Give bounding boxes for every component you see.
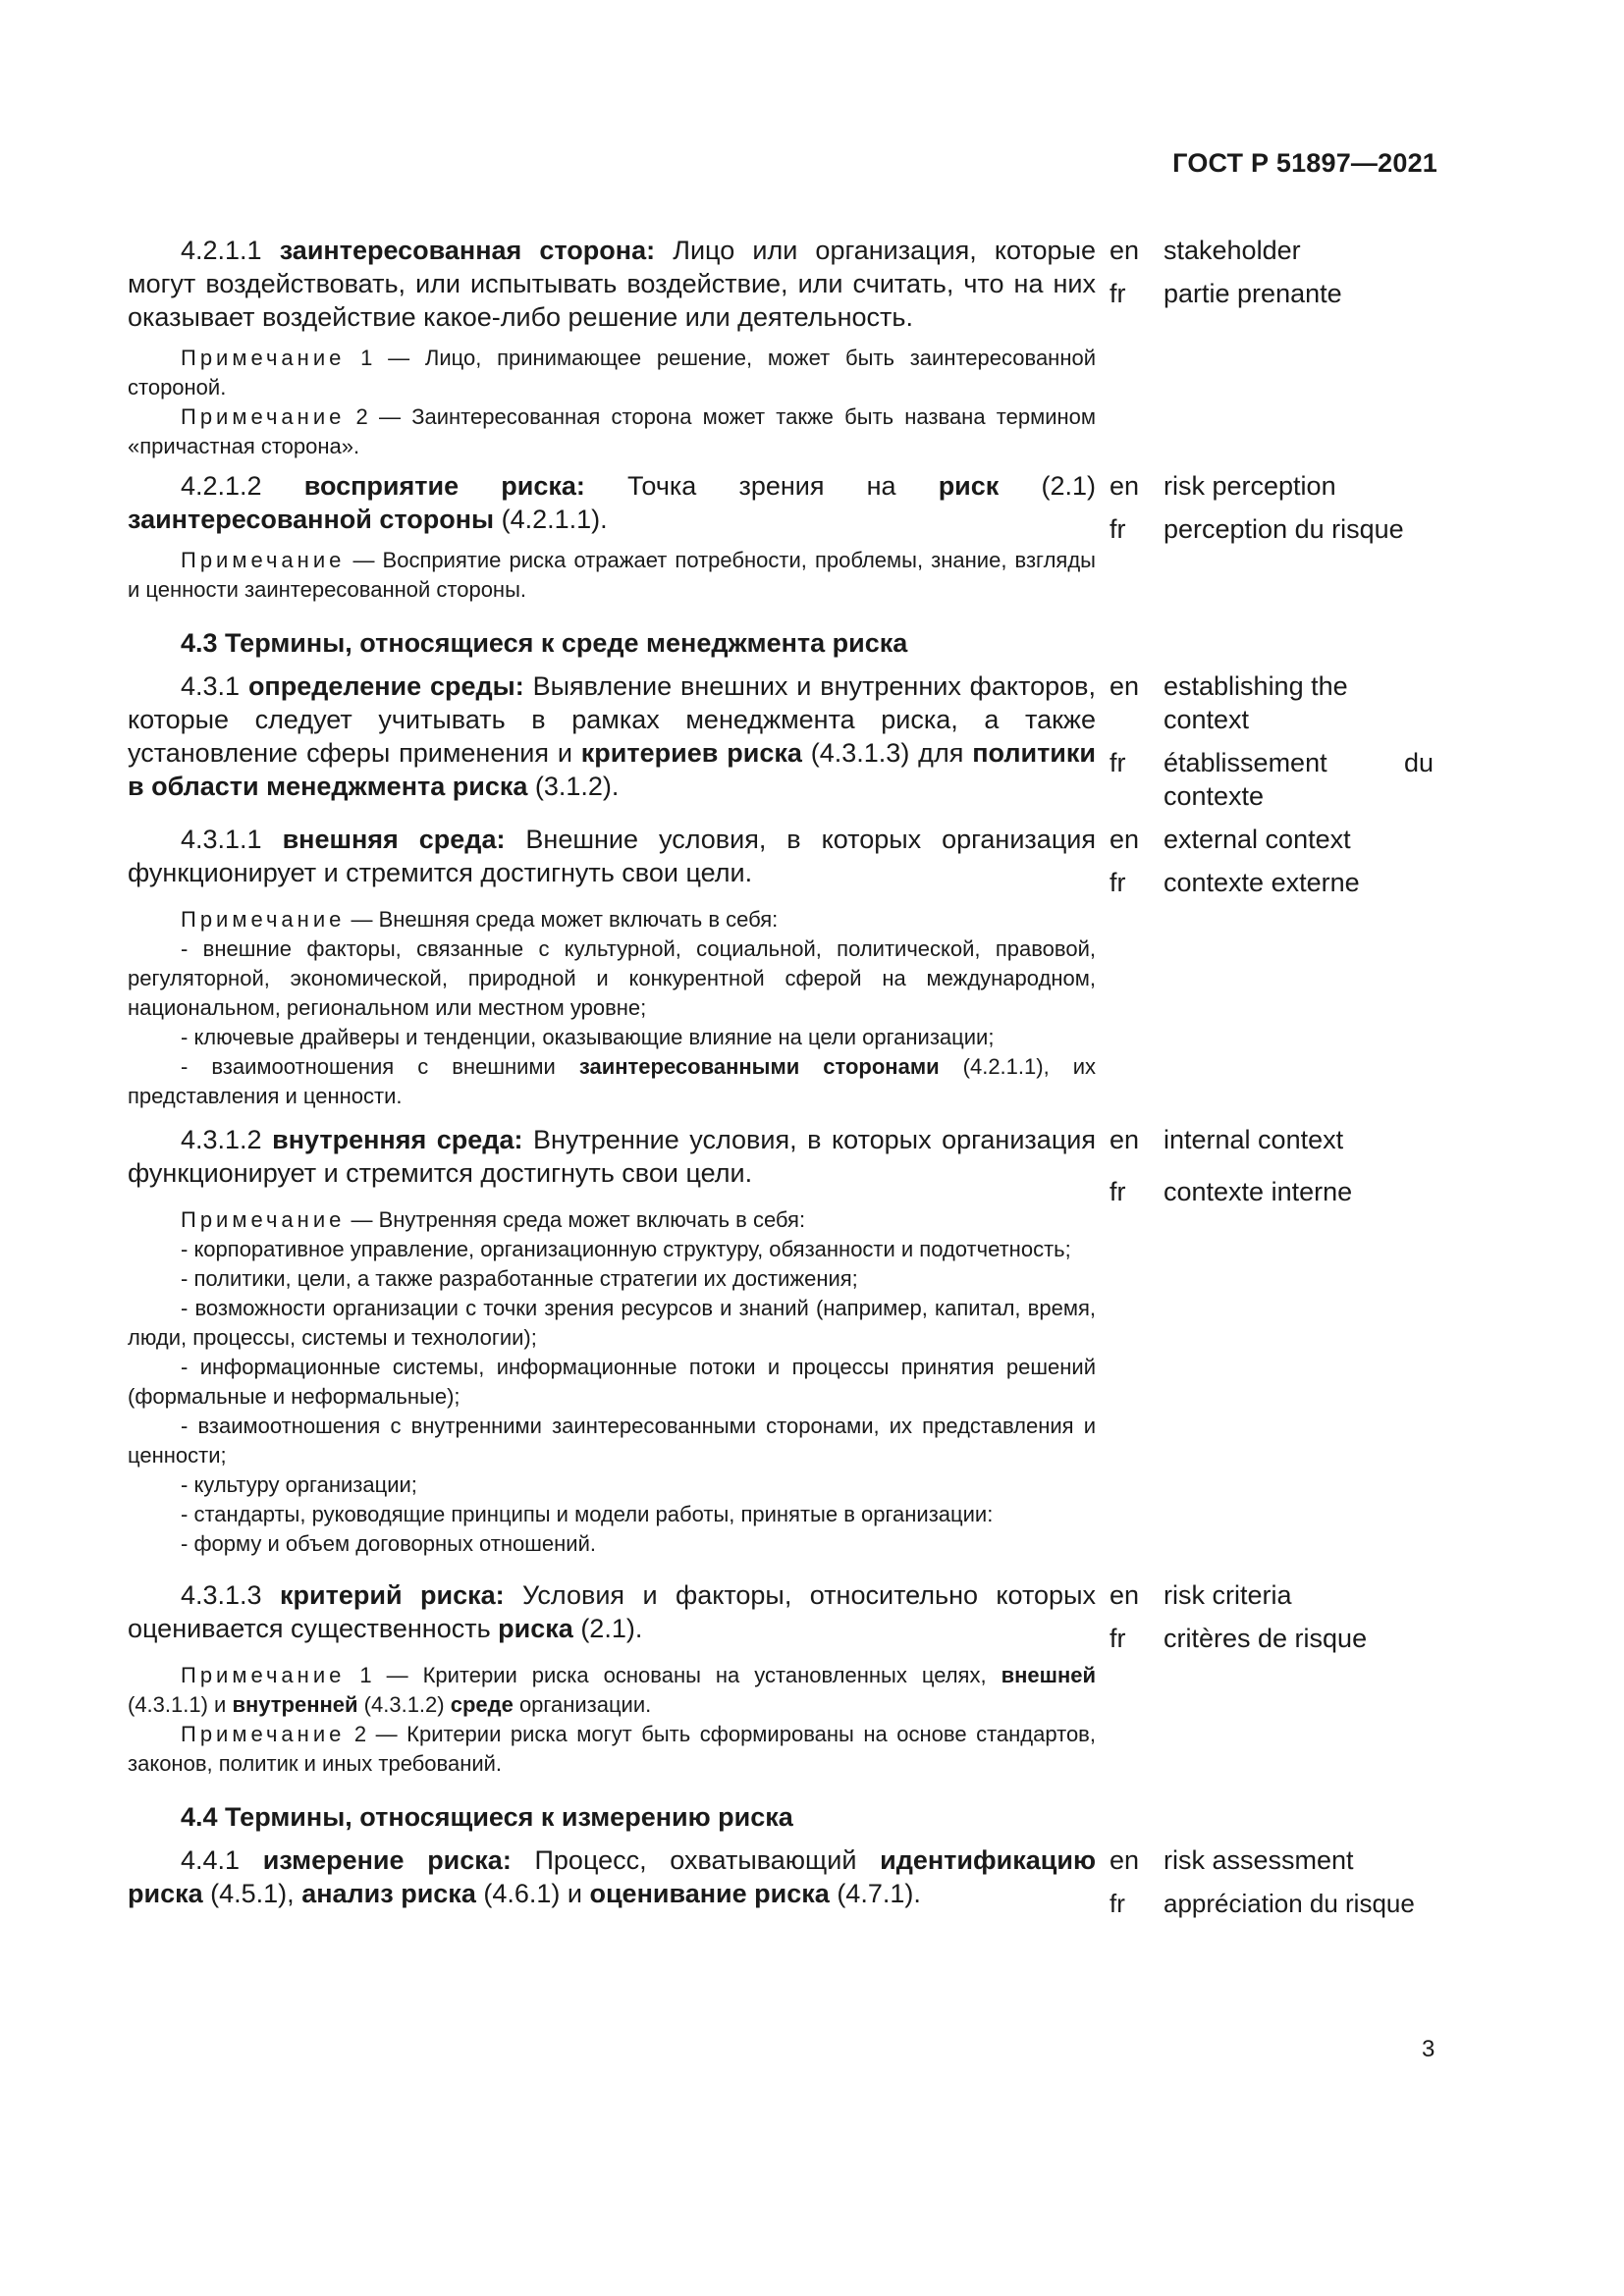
term-entry-4-3-1-2: [128, 1123, 1434, 1559]
french-equivalent: fr établissement du contexte: [1110, 748, 1434, 811]
english-equivalent: en establishing the context: [1110, 671, 1348, 734]
note-2: Примечание 2 — Заинтересованная сторона может также быть названа термином «причастная сторона».: [128, 404, 1096, 458]
page-number: 3: [1422, 2036, 1435, 2062]
english-equivalent: en stakeholder: [1110, 236, 1301, 265]
term-entry-4-3-1-1: [128, 823, 1434, 1111]
list-item: - политики, цели, а также разработанные стратегии их достижения;: [181, 1266, 858, 1291]
note: Примечание — Восприятие риска отражает потребности, проблемы, знание, взгляды и ценности заинтересованной стороны.: [128, 548, 1096, 602]
term-entry-4-3-1: [128, 669, 1434, 813]
definition-paragraph: 4.2.1.1 заинтересованная сторона: Лицо или организация, которые могут воздействовать, или испытывать воздействие, или считать, что на них оказывает воздействие какое-либо решение или деятельность.: [128, 236, 1096, 332]
definition-paragraph: 4.3.1 определение среды: Выявление внешних и внутренних факторов, которые следует учитывать в рамках менеджмента риска, а также установление сферы применения и критериев риска (4.3.1.3) для политики в области менеджмента риска (3.1.2).: [128, 671, 1097, 801]
definition-paragraph: 4.2.1.2 восприятие риска: Точка зрения на риск (2.1) заинтересованной стороны (4.2.1.1).: [128, 471, 1096, 534]
term-name: восприятие риска:: [303, 471, 585, 501]
section-4-3: [128, 626, 1434, 660]
list-item: - корпоративное управление, организационную структуру, обязанности и подотчетность;: [181, 1237, 1071, 1261]
document-code: ГОСТ Р 51897—2021: [1172, 148, 1437, 178]
list-item: - форму и объем договорных отношений.: [181, 1531, 596, 1556]
section-heading: 4.3 Термины, относящиеся к среде менеджмента риска: [181, 628, 908, 658]
french-equivalent: fr partie prenante: [1110, 279, 1342, 308]
note-list: [128, 1235, 1096, 1559]
english-equivalent: en risk perception: [1110, 471, 1336, 501]
french-equivalent: fr contexte externe: [1110, 868, 1360, 897]
list-item: - внешние факторы, связанные с культурной, социальной, политической, правовой, регуляторной, экономической, природной и конкурентной сферой на международном, национальном, региональном или местном уровне;: [128, 936, 1096, 1020]
section-heading: 4.4 Термины, относящиеся к измерению риска: [181, 1802, 793, 1832]
term-entry-4-2-1-1: [128, 234, 1434, 461]
note: Примечание — Внешняя среда может включать в себя:: [181, 907, 779, 932]
definition-paragraph: 4.3.1.2 внутренняя среда: Внутренние условия, в которых организация функционирует и стремится достигнуть свои цели.: [128, 1125, 1096, 1188]
term-translations: [1110, 1843, 1434, 1920]
note: Примечание — Внутренняя среда может включать в себя:: [181, 1207, 806, 1232]
list-item: - взаимоотношения с внутренними заинтересованными сторонами, их представления и ценности;: [128, 1414, 1096, 1468]
french-equivalent: fr contexte interne: [1110, 1177, 1353, 1206]
term-translations: [1110, 1578, 1434, 1655]
page-content: [128, 234, 1434, 1920]
note-1: Примечание 1 — Критерии риска основаны на установленных целях, внешней (4.3.1.1) и внутренней (4.3.1.2) среде организации.: [128, 1663, 1096, 1717]
definition-paragraph: 4.3.1.3 критерий риска: Условия и факторы, относительно которых оценивается существенность риска (2.1).: [128, 1580, 1096, 1643]
list-item: - информационные системы, информационные потоки и процессы принятия решений (формальные и неформальные);: [128, 1355, 1096, 1409]
list-item: - стандарты, руководящие принципы и модели работы, принятые в организации:: [181, 1502, 994, 1526]
section-4-4: [128, 1800, 1434, 1834]
term-translations: [1110, 1123, 1434, 1208]
english-equivalent: en external context: [1110, 825, 1351, 854]
definition-paragraph: 4.4.1 измерение риска: Процесс, охватывающий идентификацию риска (4.5.1), анализ риска (4.6.1) и оценивание риска (4.7.1).: [128, 1845, 1096, 1908]
list-item: - возможности организации с точки зрения ресурсов и знаний (например, капитал, время, люди, процессы, системы и технологии);: [128, 1296, 1096, 1350]
english-equivalent: en risk assessment: [1110, 1845, 1354, 1875]
term-translations: [1110, 234, 1434, 310]
list-item: - взаимоотношения с внешними заинтересованными сторонами (4.2.1.1), их представления и ценности.: [128, 1054, 1096, 1108]
term-name: внутренняя среда:: [272, 1125, 523, 1154]
list-item: - ключевые драйверы и тенденции, оказывающие влияние на цели организации;: [181, 1025, 995, 1049]
note-list: [128, 934, 1096, 1111]
term-name: определение среды:: [247, 671, 524, 701]
term-entry-4-2-1-2: [128, 469, 1434, 605]
list-item: - культуру организации;: [181, 1472, 417, 1497]
note-1: Примечание 1 — Лицо, принимающее решение, может быть заинтересованной стороной.: [128, 346, 1096, 400]
term-translations: [1110, 669, 1434, 813]
note-2: Примечание 2 — Критерии риска могут быть сформированы на основе стандартов, законов, политик и иных требований.: [128, 1722, 1096, 1776]
term-name: измерение риска:: [262, 1845, 512, 1875]
french-equivalent: fr perception du risque: [1110, 514, 1404, 544]
english-equivalent: en internal context: [1110, 1125, 1344, 1154]
term-entry-4-3-1-3: [128, 1578, 1434, 1779]
definition-paragraph: 4.3.1.1 внешняя среда: Внешние условия, в которых организация функционирует и стремится достигнуть свои цели.: [128, 825, 1096, 887]
english-equivalent: en risk criteria: [1110, 1580, 1292, 1610]
term-entry-4-4-1: [128, 1843, 1434, 1920]
term-name: внешняя среда:: [282, 825, 506, 854]
french-equivalent: fr critères de risque: [1110, 1624, 1368, 1653]
term-translations: [1110, 469, 1434, 546]
term-translations: [1110, 823, 1434, 899]
term-name: заинтересованная сторона:: [279, 236, 656, 265]
term-name: критерий риска:: [280, 1580, 505, 1610]
french-equivalent: fr appréciation du risque: [1110, 1889, 1415, 1918]
